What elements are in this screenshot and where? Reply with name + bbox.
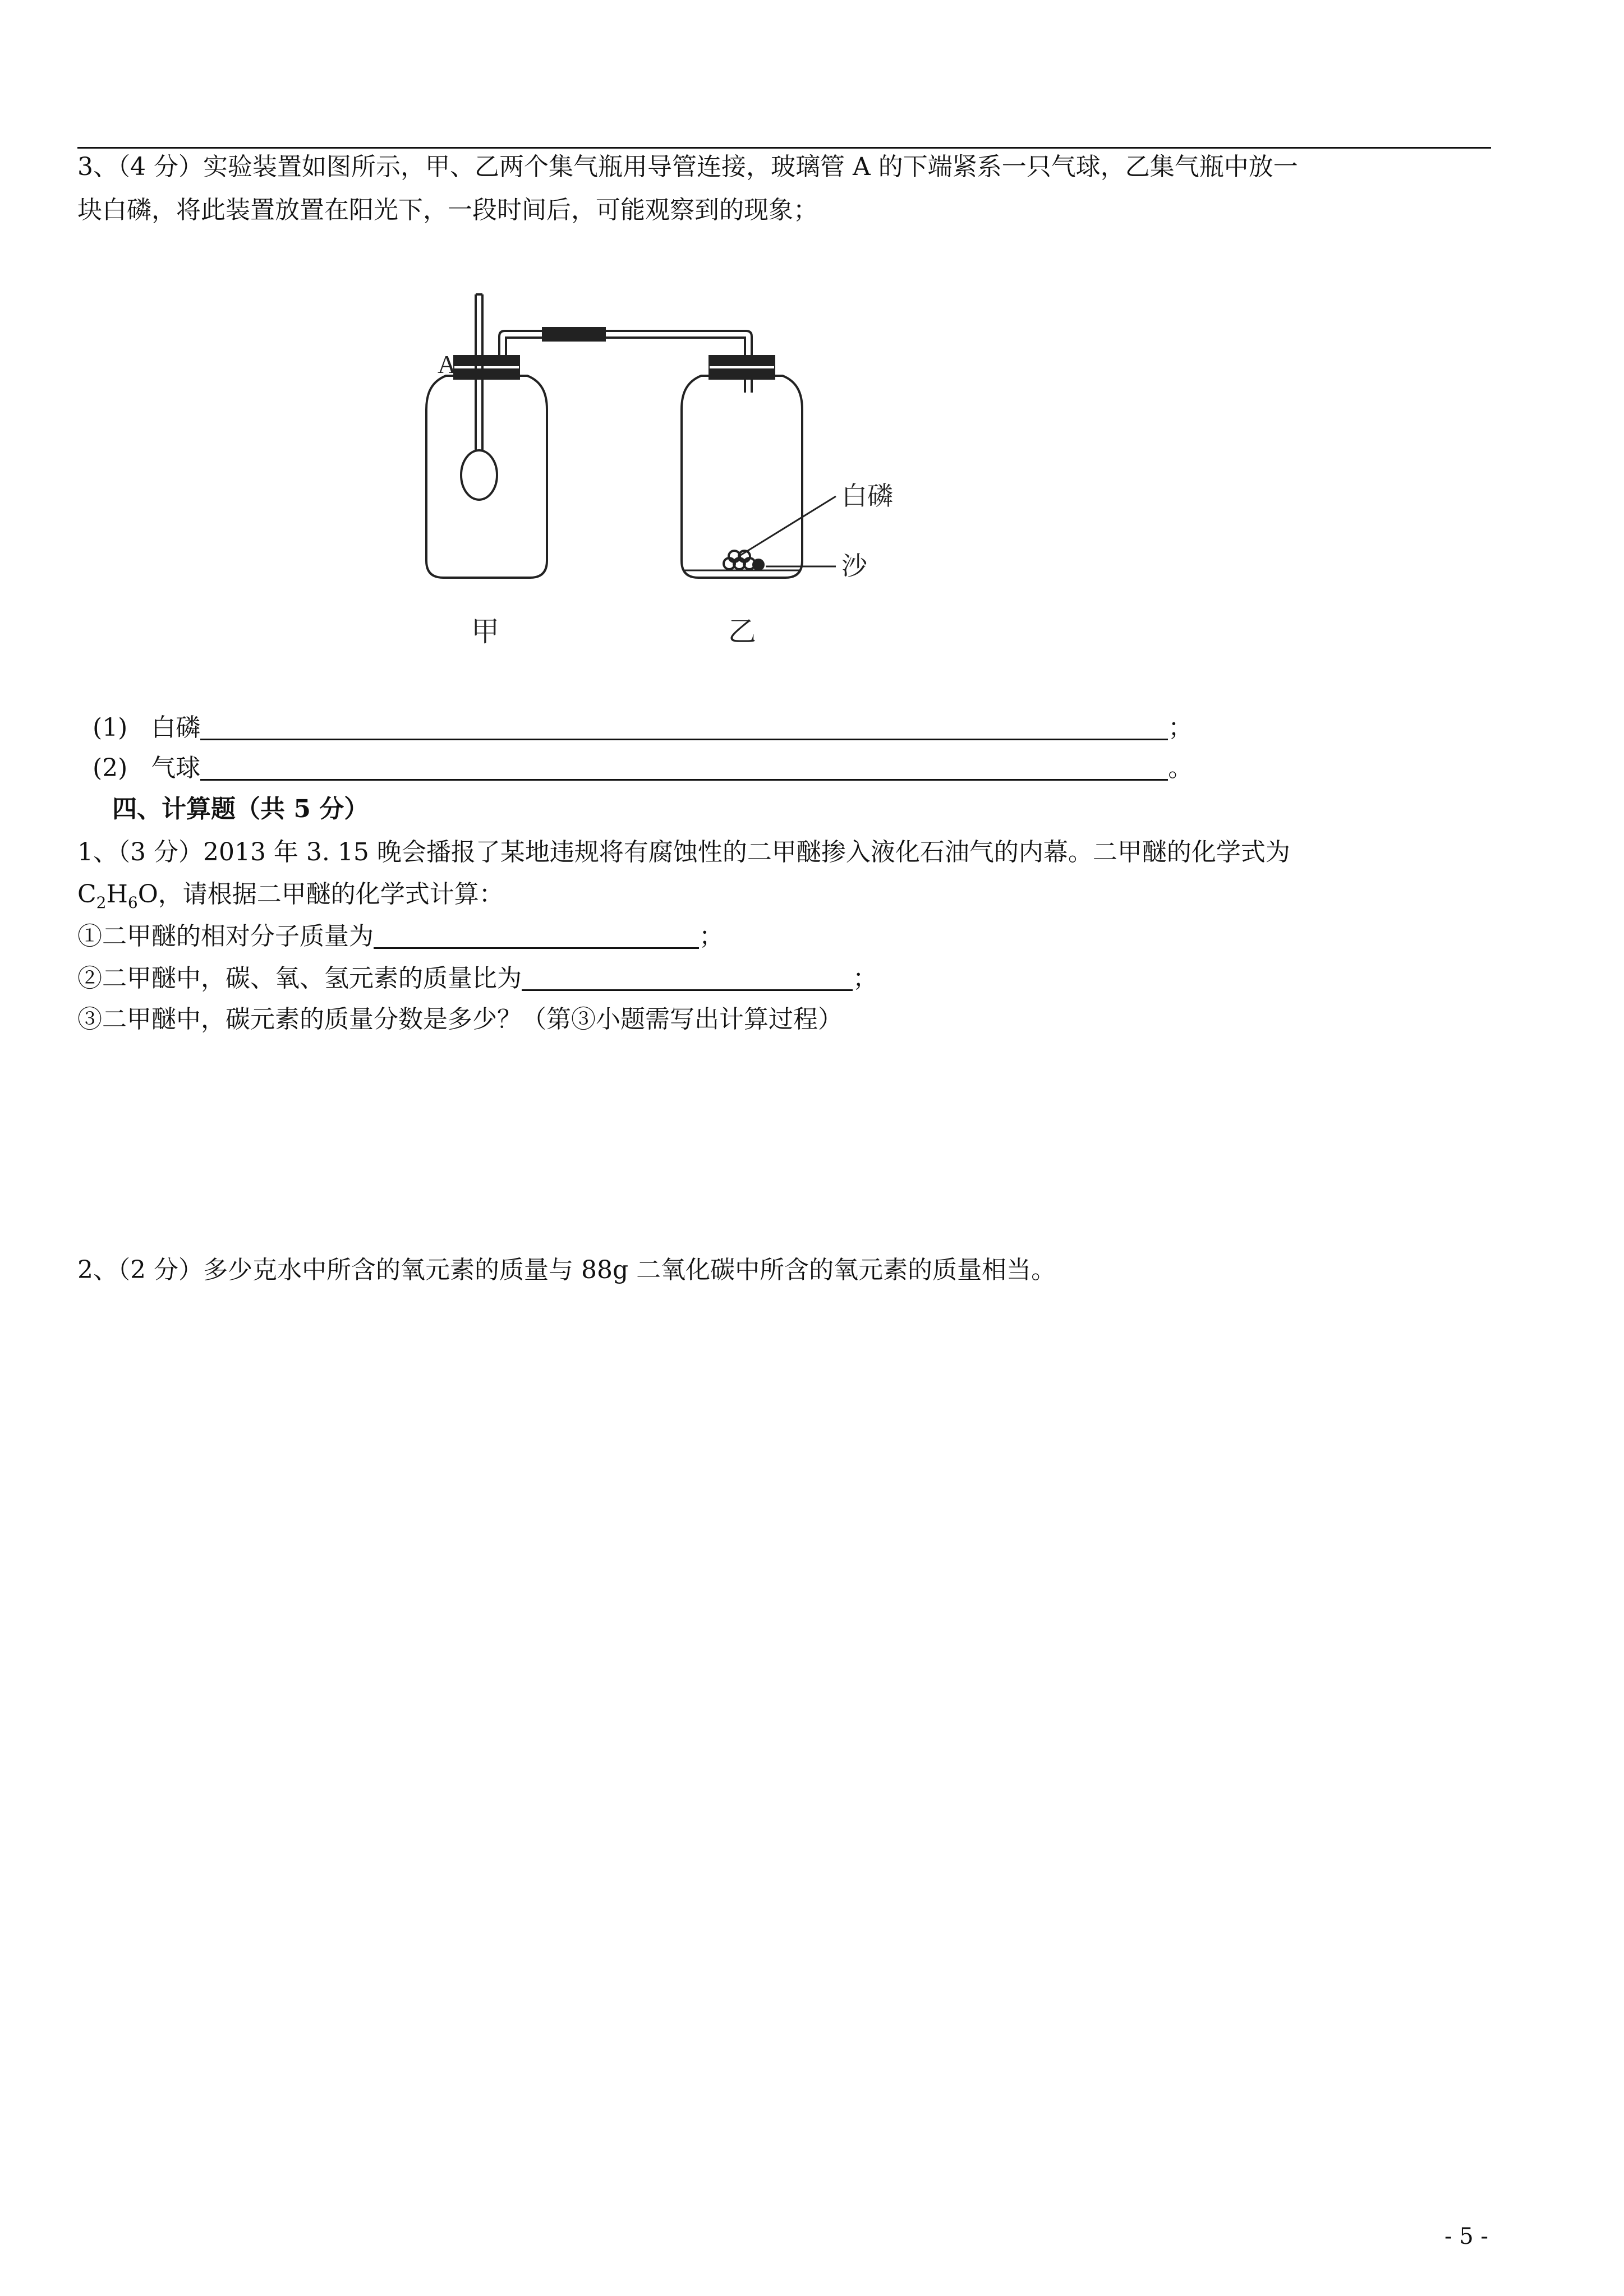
- label-yi: 乙: [728, 615, 756, 648]
- q3-line1: 3、（4 分）实验装置如图所示，甲、乙两个集气瓶用导管连接，玻璃管 A 的下端紧系一只气球，乙集气瓶中放一: [77, 153, 1298, 181]
- c1-item1-text: ①二甲醚的相对分子质量为: [77, 922, 374, 951]
- q3-answer-2-number: (2): [93, 754, 128, 782]
- q3-line2: 块白磷，将此装置放置在阳光下，一段时间后，可能观察到的现象；: [77, 196, 818, 224]
- label-baipin: 白磷: [841, 481, 893, 511]
- c1-item2-end: ；: [853, 964, 877, 993]
- q3-answer-1-label: 白磷: [151, 713, 201, 742]
- c1-item2: [77, 962, 877, 995]
- c1-item2-blank[interactable]: [522, 967, 853, 991]
- page-number: - 5 -: [1444, 2224, 1488, 2249]
- q3-answer-1-number: (1): [93, 713, 128, 742]
- c1-line2-rest: ，请根据二甲醚的化学式计算：: [158, 880, 504, 909]
- balloon: [461, 450, 497, 500]
- label-jia: 甲: [471, 615, 499, 648]
- q3-answer-2-label: 气球: [151, 754, 201, 782]
- c2-line1: 2、（2 分）多少克水中所含的氧元素的质量与 88g 二氧化碳中所含的氧元素的质量相当。: [77, 1256, 1056, 1284]
- formula-c: C: [77, 880, 96, 909]
- c1-item1-blank[interactable]: [374, 925, 699, 949]
- q3-answer-2-blank[interactable]: [200, 757, 1168, 781]
- c1-item1-end: ；: [699, 922, 724, 951]
- q3-answer-2-end: 。: [1168, 754, 1193, 782]
- bottle-yi: [682, 376, 802, 578]
- apparatus-figure: [393, 283, 898, 665]
- q3-answer-2: [93, 751, 1193, 785]
- q3-answer-1-blank[interactable]: [200, 716, 1168, 740]
- top-rule: [77, 147, 1491, 149]
- label-a: A: [438, 350, 457, 379]
- rubber-connector: [543, 328, 605, 340]
- formula-c-sub: 2: [96, 893, 107, 912]
- c1-line2: [77, 878, 504, 920]
- c1-item1: [77, 920, 724, 953]
- label-sha: 沙: [841, 551, 867, 581]
- c1-item2-text: ②二甲醚中，碳、氧、氢元素的质量比为: [77, 964, 522, 993]
- c1-line1: 1、（3 分）2013 年 3. 15 晚会播报了某地违规将有腐蚀性的二甲醚掺入液化石油气的内幕。二甲醚的化学式为: [77, 838, 1290, 866]
- q3-answer-1-end: ；: [1168, 713, 1193, 742]
- bottle-jia: [426, 376, 547, 578]
- formula-o: O: [137, 880, 158, 909]
- c1-item3: ③二甲醚中，碳元素的质量分数是多少？（第③小题需写出计算过程）: [77, 1005, 843, 1034]
- formula-h: H: [106, 880, 128, 909]
- formula-h-sub: 6: [127, 893, 138, 912]
- q3-answer-1: [93, 711, 1193, 745]
- section-4-title: 四、计算题（共 5 分）: [112, 795, 369, 823]
